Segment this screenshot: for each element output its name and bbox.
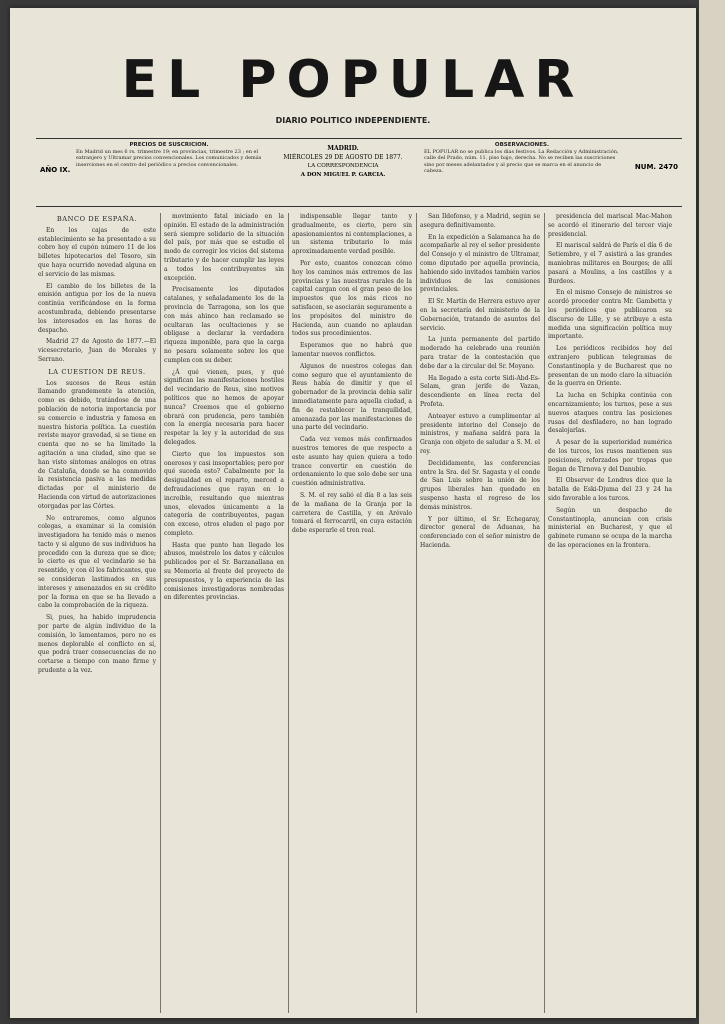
paragraph: En el mismo Consejo de ministros se acordó proceder contra Mr. Gambetta y los periódicos que publicaron su discurso de Lille, y se atribuye a esta medida una significación política muy importante.	[548, 289, 672, 341]
paragraph: Precisamente los diputados catalanes, y señaladamente los de la provincia de Tarragona, son los que con más ahinco han reclamado se ocultaran las ocultaciones y se obligase a declarar la verdadera riqueza imponible, para que la carga no pesara solamente sobre los que cumplen con su deber.	[164, 286, 284, 364]
paragraph: El cambio de los billetes de la emisión antigua por los de la nueva continúa verificándose en la forma acostumbrada, debiendo presentarse los interesados en las horas de despacho.	[38, 282, 156, 334]
header-rule-bottom	[36, 206, 682, 207]
section-heading: BANCO DE ESPAÑA.	[56, 215, 138, 223]
paragraph: El mariscal saldrá de París el día 6 de Setiembre, y el 7 asistirá a las grandes maniobras militares en Bourges; de allí pasará a Moulins, a los castillos y a Burdeos.	[548, 242, 672, 285]
subtitle: DIARIO POLITICO INDEPENDIENTE.	[275, 116, 431, 125]
city: MADRID.	[327, 145, 359, 152]
paragraph: ¿Á qué vienen, pues, y qué significan las manifestaciones hostiles del vecindario de Reus, sino motivos políticos que no hemos de apoyar nunca? Creemos que el gobierno obrará con prudencia, pero también con la energía necesaria para hacer respetar la ley y la autoridad de sus delegados.	[164, 368, 284, 446]
paragraph: El Sr. Martín de Herrera estuvo ayer en la secretaría del ministerio de la Gobernación, tratando de asuntos del servicio.	[420, 298, 540, 332]
paragraph: Los sucesos de Reus están llamando grandemente la atención, como es debido, tratándose de una población de notoria importancia por su comercio e industria y famosa en nuestra historia política. La cuestión reviste mayor gravedad, si se tiene en cuenta que no se ha limitado la agitación a una ciudad, sino que se han visto síntomas análogos en otras de Cataluña, donde se ha conmovido la resistencia pasiva a las medidas dictadas por el ministerio de Hacienda con virtud de autorizaciones otorgadas por las Córtes.	[38, 379, 156, 510]
paragraph: Por esto, cuantos conozcan cómo hoy los caminos más extremos de las provincias y las nuestras rurales de la capital cargan con el gran peso de los impuestos que los más ricos no satisfacen, se asociarán seguramente a los propósitos del ministro de Hacienda, aun cuando no aplaudan todos sus procedimientos.	[292, 259, 412, 338]
paragraph: La junta permanente del partido moderado ha celebrado una reunión para tratar de la contestación que debe dar a la circular del Sr. Moyano.	[420, 336, 540, 370]
paragraph: movimiento fatal iniciado en la opinión. El estado de la administración será siempre solidario de la situación del país, por más que se estudie el modo de corregir los vicios del sistema tributario y de hacer cumplir las leyes a todos los contribuyentes sin excepción.	[164, 213, 284, 282]
paragraph: No entraremos, como algunos colegas, a examinar si la comisión investigadora ha tenido más o menos tacto y si alguno de sus individuos ha procedido con la dureza que se dice; lo cierto es que el vecindario se ha resentido, y con él los fabricantes, que se consideran lastimados en sus intereses y amenazados en su crédito por la forma en que se ha llevado a cabo la comprobación de la riqueza.	[38, 514, 156, 610]
column-1	[38, 213, 156, 1013]
column-4	[420, 213, 540, 1013]
correspondence-label: LA CORRESPONDENCIA	[307, 163, 379, 169]
paragraph: Algunos de nuestros colegas dan como seguro que el ayuntamiento de Reus había de dimitir y que el gobernador de la provincia debía salir inmediatamente para aquella ciudad, a fin de restablecer la tranquilidad, amenazada por las manifestaciones de una parte del vecindario.	[292, 362, 412, 432]
page-edge	[699, 0, 725, 1024]
column-2	[164, 213, 284, 1013]
paragraph: presidencia del mariscal Mac-Mahon se acordó el itinerario del tercer viaje presidencial.	[548, 213, 672, 238]
paragraph: Anteayer estuvo a cumplimentar al presidente interino del Consejo de ministros, y mañana saldrá para la Granja con objeto de saludar a S. M. el rey.	[420, 412, 540, 455]
paragraph: Los periódicos recibidos hoy del extranjero publican telegramas de Constantinopla y de Bucharest que no presentan de un modo claro la situación de la guerra en Oriente.	[548, 345, 672, 388]
paragraph: Si, pues, ha habido imprudencia por parte de algún individuo de la comisión, lo lamentamos, pero no es menos deplorable el conflicto en sí, que podrá traer consecuencias de no cortarse a tiempo con mano firme y prudente a la vez.	[38, 614, 156, 675]
column-3	[292, 213, 412, 1013]
date-block	[268, 144, 418, 180]
paragraph: Ha llegado a esta corte Sidi-Abd-Es-Selam, gran jerife de Vazan, descendiente en línea recta del Profeta.	[420, 374, 540, 408]
masthead: EL POPULAR	[121, 50, 585, 110]
paragraph: Y por último, el Sr. Echegaray, director general de Aduanas, ha conferenciado con el señor ministro de Hacienda.	[420, 515, 540, 549]
addressee: A DON MIGUEL P. GARCIA.	[300, 172, 386, 178]
header-rule-top	[36, 138, 682, 139]
paragraph: San Ildefonso, y a Madrid, según se asegura definitivamente.	[420, 213, 540, 229]
column-rule	[544, 213, 545, 1013]
prices-text: En Madrid un mes 6 rs. trimestre 19; en provincias, trimestre 23 ; en el extranjero y Ultramar precios convencionales. Los comunicados y demás inserciones en el centro del periódico a precios convencionales.	[76, 148, 262, 168]
paragraph: Según un despacho de Constantinopla, anuncian con crisis ministerial en Bucharest, y que el gabinete rumano se ocupa de la marcha de las operaciones en la frontera.	[548, 506, 672, 549]
paragraph: La lucha en Schipka continúa con encarnizamiento; los turnos, pese a sus nuevos ataques contra las posiciones rusas del desfiladero, no han logrado desalojarlas.	[548, 392, 672, 435]
paragraph: Hasta que punto han llegado los abusos, muéstrelo los datos y cálculos publicados por el Sr. Barzanallana en su Memoria al frente del proyecto de presupuestos, y la experiencia de las comisiones investigadoras nombradas en diferentes provincias.	[164, 541, 284, 602]
obs-title: OBSERVACIONES.	[494, 142, 550, 148]
issue-number: NUM. 2470	[634, 163, 678, 171]
observations	[424, 142, 620, 204]
paragraph: Madrid 27 de Agosto de 1877.—El vicesecretario, Juan de Morales y Serrano.	[38, 338, 156, 363]
prices-title: PRECIOS DE SUSCRICION.	[129, 142, 209, 148]
paragraph: El Observer de Londres dice que la batalla de Eski-Djuma del 23 y 24 ha sido favorable a los turcos.	[548, 477, 672, 502]
newspaper-page	[10, 8, 696, 1018]
date: MIÉRCOLES 29 DE AGOSTO DE 1877.	[283, 154, 403, 161]
paragraph: S. M. el rey salió el día 8 a las seis de la mañana de la Granja por la carretera de Castilla, y en Arévalo tomará el ferrocarril, en cuya estación debe esperarle el tren real.	[292, 491, 412, 535]
section-heading: LA CUESTION DE REUS.	[48, 367, 146, 376]
column-5	[548, 213, 672, 1013]
column-rule	[160, 213, 161, 1013]
paragraph: En los cajas de este establecimiento se ha presentado a su cobro hoy el cupón número 11 de los billetes hipotecarios del Tesoro, sin que haya ocurrido novedad alguna en el servicio de las mismas.	[38, 226, 156, 278]
paragraph: Cada vez vemos más confirmados nuestros temores de que respecto a este asunto hay quien quiera a todo trance convertir en cuestión de ordenamiento lo que solo debe ser una cuestión administrativa.	[292, 436, 412, 488]
paragraph: A pesar de la superioridad numérica de los turcos, los rusos mantienen sus posiciones, reforzados por tropas que llegan de Tirnova y del Danubio.	[548, 439, 672, 473]
paragraph: Decididamente, las conferencias entre la Sra. del Sr. Sagasta y el conde de San Luis sobre la unión de los grupos liberales han quedado en suspenso hasta el regreso de los demás ministros.	[420, 459, 540, 511]
paragraph: Cierto que los impuestos son onerosos y casi insoportables; pero por qué suceda esto? Cabalmente por la desigualdad en el reparto, merced a defraudaciones que rayan en lo increible, resultando que mientras unos, elevados únicamente a la categoría de contribuyentes, pagan con exceso, otros eluden el pago por completo.	[164, 450, 284, 537]
column-rule	[288, 213, 289, 1013]
paragraph: Esperamos que no habrá que lamentar nuevos conflictos.	[292, 342, 412, 358]
column-rule	[416, 213, 417, 1013]
paragraph: En la expedición a Salamanca ha de acompañarle al rey el señor presidente del Consejo y el ministro de Ultramar, como diputado por aquella provincia, habiendo sido invitados también varios individuos de las comisiones provinciales.	[420, 233, 540, 294]
paragraph: indispensable llegar tanto y gradualmente, es cierto, pero sin apasionamientos ni contemplaciones, a un sistema tributario lo más aproximadamente verdad posible.	[292, 213, 412, 256]
year-label: AÑO IX.	[40, 166, 71, 174]
subscription-prices	[76, 142, 262, 204]
obs-text: EL POPULAR no se publica los días festivos. La Redacción y Administración, calle del Prado, núm. 11, piso bajo, derecha. No se reciben las suscriciones sino por meses adelantados y al precio que se marca en el anuncio de cabeza.	[424, 148, 619, 175]
